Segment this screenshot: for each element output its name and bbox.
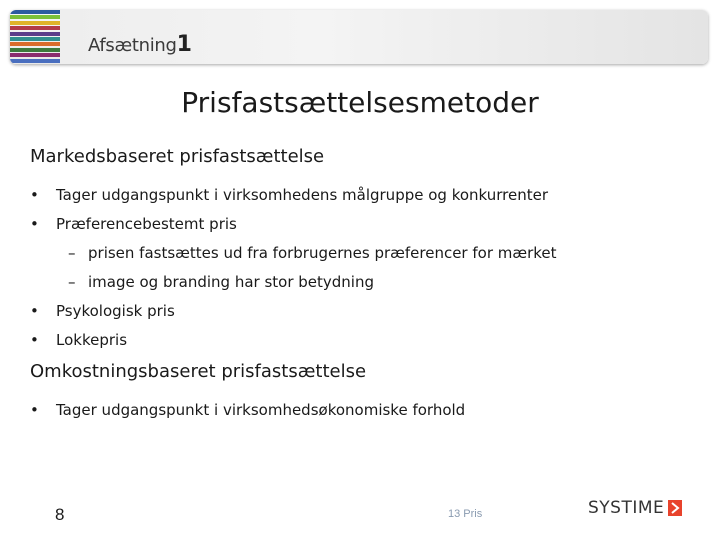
color-stripe (10, 32, 60, 36)
section-heading-cost: Omkostningsbaseret prisfastsættelse (30, 361, 367, 382)
logo-arrow-icon (668, 500, 682, 516)
section-heading-market: Markedsbaseret prisfastsættelse (30, 146, 325, 167)
list-item: • Lokkepris (30, 326, 700, 355)
color-stripe (10, 42, 60, 46)
list-item: • Tager udgangspunkt i virksomhedens målgruppe og konkurrenter (30, 181, 700, 210)
color-stripe (10, 37, 60, 41)
book-brand (88, 32, 192, 57)
market-list (30, 181, 700, 355)
color-stripe (10, 53, 60, 57)
brand-text: Afsætning (88, 35, 177, 56)
list-item: • Tager udgangspunkt i virksomhedsøkonomiske forhold (30, 396, 700, 425)
color-stripe (10, 15, 60, 19)
cost-list (30, 396, 700, 425)
list-item: • Præferencebestemt pris (30, 210, 700, 239)
brand-number: 1 (176, 32, 192, 57)
page-number: 8 (55, 505, 65, 524)
color-stripe (10, 10, 60, 14)
sub-list-item: – prisen fastsættes ud fra forbrugernes præferencer for mærket (30, 239, 700, 268)
footer-chapter-label: 13 Pris (448, 508, 483, 520)
header-banner (10, 10, 708, 64)
color-stripe (10, 21, 60, 25)
sub-list-item: – image og branding har stor betydning (30, 268, 700, 297)
systime-logo (588, 498, 682, 518)
color-stripe (10, 26, 60, 30)
color-stripe (10, 48, 60, 52)
color-stripes (10, 10, 60, 64)
list-item: • Psykologisk pris (30, 297, 700, 326)
slide-title: Prisfastsættelsesmetoder (181, 86, 539, 119)
logo-text: SYSTIME (588, 498, 665, 518)
color-stripe (10, 59, 60, 63)
slide-content (30, 146, 700, 425)
